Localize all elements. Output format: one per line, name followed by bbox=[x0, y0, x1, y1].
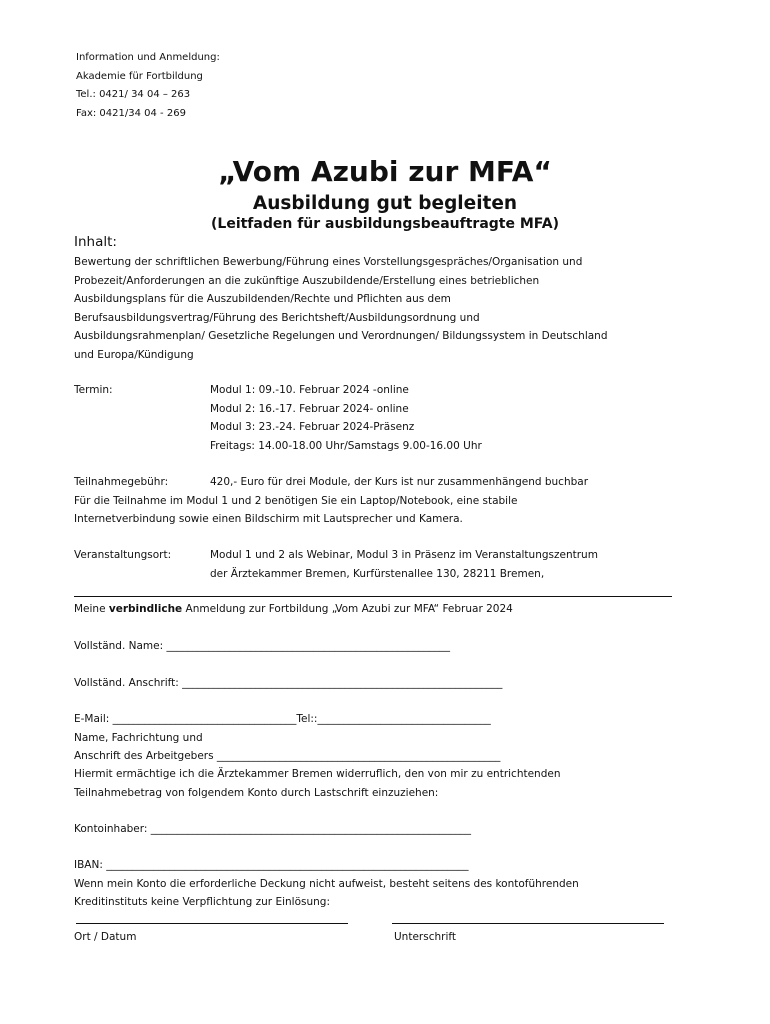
authorization-text: Teilnahmebetrag von folgendem Konto durch Lastschrift einzuziehen: bbox=[74, 786, 439, 799]
document-title: „Vom Azubi zur MFA“ bbox=[218, 155, 552, 188]
registration-intro bbox=[74, 600, 513, 619]
signature-label: Unterschrift bbox=[394, 931, 456, 943]
contact-block bbox=[76, 49, 220, 123]
venue-line: der Ärztekammer Bremen, Kurfürstenallee 130, 28211 Bremen, bbox=[210, 567, 545, 580]
contents-line: Probezeit/Anforderungen an die zukünftige Auszubildende/Erstellung eines betrieblichen bbox=[74, 274, 540, 287]
date-module-1: Modul 1: 09.-10. Februar 2024 -online bbox=[210, 384, 409, 396]
authorization-text: Hiermit ermächtige ich die Ärztekammer Bremen widerruflich, den von mir zu entrichtenden bbox=[74, 768, 561, 780]
fee-value: 420,- Euro für drei Module, der Kurs ist nur zusammenhängend buchbar bbox=[210, 476, 589, 488]
fee-note-line: Für die Teilnahme im Modul 1 und 2 benötigen Sie ein Laptop/Notebook, eine stabile bbox=[74, 494, 518, 507]
venue-label: Veranstaltungsort: bbox=[74, 549, 172, 561]
dates-label: Termin: bbox=[74, 384, 113, 396]
contents-text bbox=[74, 253, 674, 364]
name-field[interactable]: Vollständ. Name: ______________________________________________________ bbox=[74, 640, 450, 652]
venue-line: Modul 1 und 2 als Webinar, Modul 3 in Präsenz im Veranstaltungszentrum bbox=[210, 549, 598, 561]
employer-label: Name, Fachrichtung und bbox=[74, 731, 203, 744]
address-field[interactable]: Vollständ. Anschrift: _____________________________________________________________ bbox=[74, 677, 503, 689]
iban-field[interactable]: IBAN: _____________________________________________________________________ bbox=[74, 859, 469, 871]
contents-label: Inhalt: bbox=[74, 234, 117, 250]
date-module-2: Modul 2: 16.-17. Februar 2024- online bbox=[210, 402, 409, 415]
document-subtitle-note: (Leitfaden für ausbildungsbeauftragte MFA) bbox=[211, 216, 559, 232]
signature-line[interactable] bbox=[392, 923, 664, 924]
contents-line: Bewertung der schriftlichen Bewerbung/Führung eines Vorstellungsgespräches/Organisation und bbox=[74, 256, 583, 268]
contents-line: Berufsausbildungsvertrag/Führung des Berichtsheft/Ausbildungsordnung und bbox=[74, 311, 480, 324]
contents-line: und Europa/Kündigung bbox=[74, 348, 194, 361]
registration-intro-prefix: Meine bbox=[74, 603, 109, 615]
email-phone-field[interactable]: E-Mail: ___________________________________Tel::_________________________________ bbox=[74, 713, 491, 725]
registration-intro-bold: verbindliche bbox=[108, 603, 183, 615]
contents-line: Ausbildungsrahmenplan/ Gesetzliche Regelungen und Verordnungen/ Bildungssystem in Deutschland bbox=[74, 330, 608, 342]
place-date-line[interactable] bbox=[76, 923, 348, 924]
contact-fax: Fax: 0421/34 04 - 269 bbox=[76, 107, 186, 119]
contents-line: Ausbildungsplans für die Auszubildenden/Rechte und Pflichten aus dem bbox=[74, 293, 451, 305]
fee-note-line: Internetverbindung sowie einen Bildschirm mit Lautsprecher und Kamera. bbox=[74, 513, 463, 525]
coverage-note: Kreditinstituts keine Verpflichtung zur Einlösung: bbox=[74, 896, 330, 908]
coverage-note: Wenn mein Konto die erforderliche Deckung nicht aufweist, besteht seitens des kontoführenden bbox=[74, 877, 579, 890]
date-times: Freitags: 14.00-18.00 Uhr/Samstags 9.00-16.00 Uhr bbox=[210, 439, 482, 452]
fee-label: Teilnahmegebühr: bbox=[74, 476, 169, 488]
document-subtitle: Ausbildung gut begleiten bbox=[252, 193, 518, 214]
registration-intro-suffix: Anmeldung zur Fortbildung „Vom Azubi zur MFA“ Februar 2024 bbox=[182, 603, 513, 615]
account-holder-field[interactable]: Kontoinhaber: _____________________________________________________________ bbox=[74, 823, 472, 835]
contact-organisation: Akademie für Fortbildung bbox=[76, 70, 203, 82]
section-divider bbox=[74, 596, 672, 597]
contact-heading: Information und Anmeldung: bbox=[76, 52, 220, 63]
contact-phone: Tel.: 0421/ 34 04 – 263 bbox=[76, 89, 191, 100]
employer-field[interactable]: Anschrift des Arbeitgebers ______________________________________________________ bbox=[74, 750, 501, 762]
place-date-label: Ort / Datum bbox=[74, 931, 137, 943]
date-module-3: Modul 3: 23.-24. Februar 2024-Präsenz bbox=[210, 421, 415, 433]
